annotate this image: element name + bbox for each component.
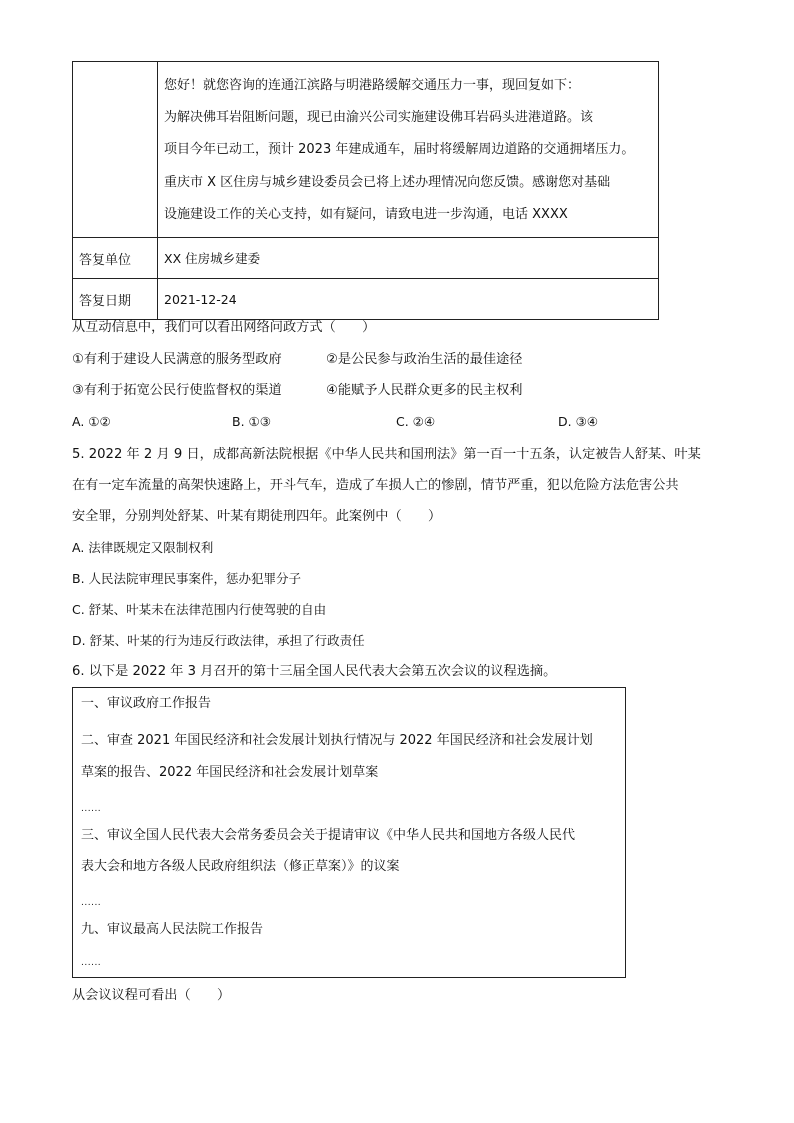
agenda-line: 草案的报告、2022 年国民经济和社会发展计划草案 [81, 765, 379, 780]
reply-date-row [73, 279, 659, 320]
reply-content-label-cell [73, 62, 158, 238]
reply-content-row [73, 62, 659, 238]
q6-followup: 从会议议程可看出（ ） [72, 988, 231, 1003]
q4-item-1: ①有利于建设人民满意的服务型政府 [72, 352, 282, 367]
reply-date-value: 2021-12-24 [158, 279, 659, 320]
agenda-box [72, 687, 626, 978]
q5-option-d: D. 舒某、叶某的行为违反行政法律，承担了行政责任 [72, 633, 365, 648]
q5-option-b: B. 人民法院审理民事案件，惩办犯罪分子 [72, 571, 302, 586]
agenda-ellipsis: ...... [81, 898, 102, 908]
agenda-line: 一、审议政府工作报告 [81, 696, 212, 711]
reply-table [72, 61, 659, 320]
q4-item-2: ②是公民参与政治生活的最佳途径 [326, 352, 523, 367]
q4-option-b: B. ①③ [232, 414, 271, 429]
reply-line: 项目今年已动工，预计 2023 年建成通车，届时将缓解周边道路的交通拥堵压力。 [164, 142, 635, 158]
agenda-line: 三、审议全国人民代表大会常务委员会关于提请审议《中华人民共和国地方各级人民代 [81, 828, 576, 843]
reply-line: 设施建设工作的关心支持，如有疑问，请致电进一步沟通，电话 XXXX [164, 206, 568, 222]
q6-stem: 6. 以下是 2022 年 3 月召开的第十三届全国人民代表大会第五次会议的议程选摘。 [72, 664, 557, 679]
q5-stem-line-2: 在有一定车流量的高架快速路上，开斗气车，造成了车损人亡的惨剧，情节严重，犯以危险方法危害公共 [72, 478, 679, 493]
agenda-line: 九、审议最高人民法院工作报告 [81, 922, 264, 937]
q4-option-c: C. ②④ [396, 414, 436, 429]
reply-date-label: 答复日期 [73, 279, 158, 320]
reply-line: 重庆市 X 区住房与城乡建设委员会已将上述办理情况向您反馈。感谢您对基础 [164, 174, 611, 190]
reply-unit-row [73, 238, 659, 279]
q5-option-c: C. 舒某、叶某未在法律范围内行使驾驶的自由 [72, 602, 327, 617]
agenda-line: 二、审查 2021 年国民经济和社会发展计划执行情况与 2022 年国民经济和社会发展计划 [81, 733, 593, 748]
q4-option-d: D. ③④ [558, 414, 598, 429]
reply-unit-value: XX 住房城乡建委 [158, 238, 659, 279]
reply-content-cell [158, 62, 659, 238]
agenda-line: 表大会和地方各级人民政府组织法（修正草案）》的议案 [81, 859, 400, 874]
q4-item-4: ④能赋予人民群众更多的民主权利 [326, 383, 523, 398]
q4-stem: 从互动信息中，我们可以看出网络问政方式（ ） [72, 320, 376, 335]
q4-option-a: A. ①② [72, 414, 111, 429]
q5-option-a: A. 法律既规定又限制权利 [72, 540, 214, 555]
q4-item-3: ③有利于拓宽公民行使监督权的渠道 [72, 383, 282, 398]
reply-unit-label: 答复单位 [73, 238, 158, 279]
agenda-ellipsis: ...... [81, 958, 102, 968]
q5-stem-line-3: 安全罪，分别判处舒某、叶某有期徒刑四年。此案例中（ ） [72, 509, 442, 524]
reply-line: 您好！就您咨询的连通江滨路与明港路缓解交通压力一事，现回复如下： [164, 78, 581, 93]
agenda-ellipsis: ...... [81, 804, 102, 814]
q5-stem-line-1: 5. 2022 年 2 月 9 日，成都高新法院根据《中华人民共和国刑法》第一百一十五条，认定被告人舒某、叶某 [72, 447, 701, 462]
reply-line: 为解决佛耳岩阻断问题，现已由渝兴公司实施建设佛耳岩码头进港道路。该 [164, 110, 594, 126]
